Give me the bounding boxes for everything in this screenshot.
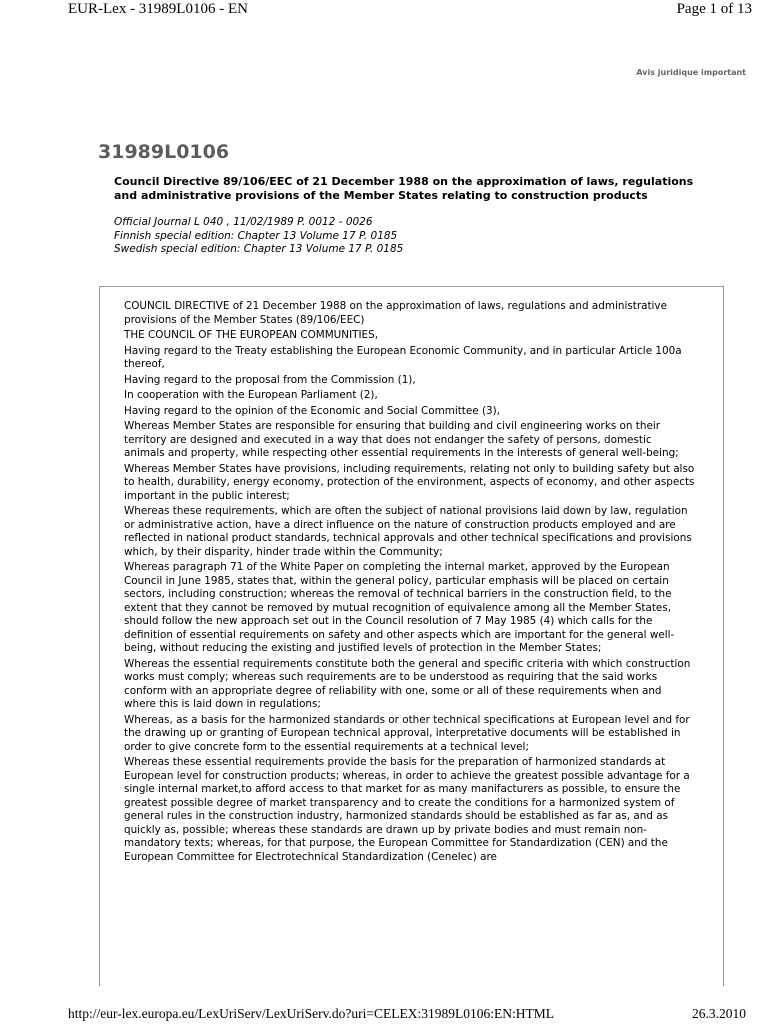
print-footer-date: 26.3.2010 <box>692 1006 746 1021</box>
paragraph: Whereas, as a basis for the harmonized standards or other technical specifications at European level and for the drawing up or granting of European technical approval, interpretative documents will be established in order to give concrete form to the essential requirements at a technical level; <box>124 713 690 753</box>
paragraph: Whereas Member States are responsible for ensuring that building and civil engineering works on their territory are designed and executed in a way that does not endanger the safety of persons, domestic animals and property, while respecting other essential requirements in the interests of general well-being; <box>124 420 679 459</box>
paragraph: Having regard to the opinion of the Economic and Social Committee (3), <box>124 404 500 417</box>
directive-heading: COUNCIL DIRECTIVE of 21 December 1988 on the approximation of laws, regulations and administrative provisions of the Member States (89/106/EEC) <box>124 300 667 326</box>
journal-references <box>114 216 403 257</box>
print-header-page-number: Page 1 of 13 <box>676 1 752 17</box>
journal-ref-swedish: Swedish special edition: Chapter 13 Volume 17 P. 0185 <box>114 243 404 255</box>
paragraph: Whereas the essential requirements constitute both the general and specific criteria with which construction works must comply; whereas such requirements are to be understood as requiring that the said works conform with an appropriate degree of reliability with one, some or all of these requirements when and where this is laid down in regulations; <box>124 657 691 710</box>
directive-text-box <box>99 286 724 986</box>
paragraph: Whereas Member States have provisions, including requirements, relating not only to building safety but also to health, durability, energy economy, protection of the environment, aspects of economy, and other aspects important in the public interest; <box>124 462 695 502</box>
journal-ref-official: Official Journal L 040 , 11/02/1989 P. 0012 - 0026 <box>114 216 373 228</box>
celex-number: 31989L0106 <box>98 141 230 163</box>
print-footer-url: http://eur-lex.europa.eu/LexUriServ/LexUriServ.do?uri=CELEX:31989L0106:EN:HTML <box>68 1006 554 1021</box>
paragraph: Whereas these essential requirements provide the basis for the preparation of harmonized standards at European level for construction products; whereas, in order to achieve the greatest possible advantage for a single internal market,to afford access to that market for as many manifacturers as possible, to ensure the greatest possible degree of market transparency and to create the conditions for a harmonized system of general rules in the construction industry, harmonized standards should be established as far as, and as quickly as, possible; whereas these standards are drawn up by private bodies and must remain non-mandatory texts; whereas, for that purpose, the European Committee for Standardization (CEN) and the European Committee for Electrotechnical Standardization (Cenelec) are <box>124 756 690 863</box>
legal-notice-link[interactable]: Avis juridique important <box>636 68 746 77</box>
paragraph: Having regard to the Treaty establishing the European Economic Community, and in particular Article 100a thereof, <box>124 344 682 370</box>
paragraph: Having regard to the proposal from the Commission (1), <box>124 373 416 386</box>
paragraph: Whereas paragraph 71 of the White Paper on completing the internal market, approved by the European Council in June 1985, states that, within the general policy, particular emphasis will be placed on certain sectors, including construction; whereas the removal of technical barriers in the construction field, to the extent that they cannot be removed by mutual recognition of equivalence among all the Member States, should follow the new approach set out in the Council resolution of 7 May 1985 (4) which calls for the definition of essential requirements on safety and other aspects which are important for the general well-being, without reducing the existing and justified levels of protection in the Member States; <box>124 561 675 654</box>
journal-ref-finnish: Finnish special edition: Chapter 13 Volume 17 P. 0185 <box>114 229 398 242</box>
paragraph: In cooperation with the European Parliament (2), <box>124 389 378 401</box>
print-header-title: EUR-Lex - 31989L0106 - EN <box>68 1 248 17</box>
paragraph: Whereas these requirements, which are often the subject of national provisions laid down by law, regulation or administrative action, have a direct influence on the nature of construction products employed and are reflected in national product standards, technical approvals and other technical specifications and provisions which, by their disparity, hinder trade within the Community; <box>124 505 692 558</box>
paragraph: THE COUNCIL OF THE EUROPEAN COMMUNITIES, <box>124 329 379 341</box>
document-title: Council Directive 89/106/EEC of 21 December 1988 on the approximation of laws, regulations and administrative provisions of the Member States relating to construction products <box>114 175 694 202</box>
